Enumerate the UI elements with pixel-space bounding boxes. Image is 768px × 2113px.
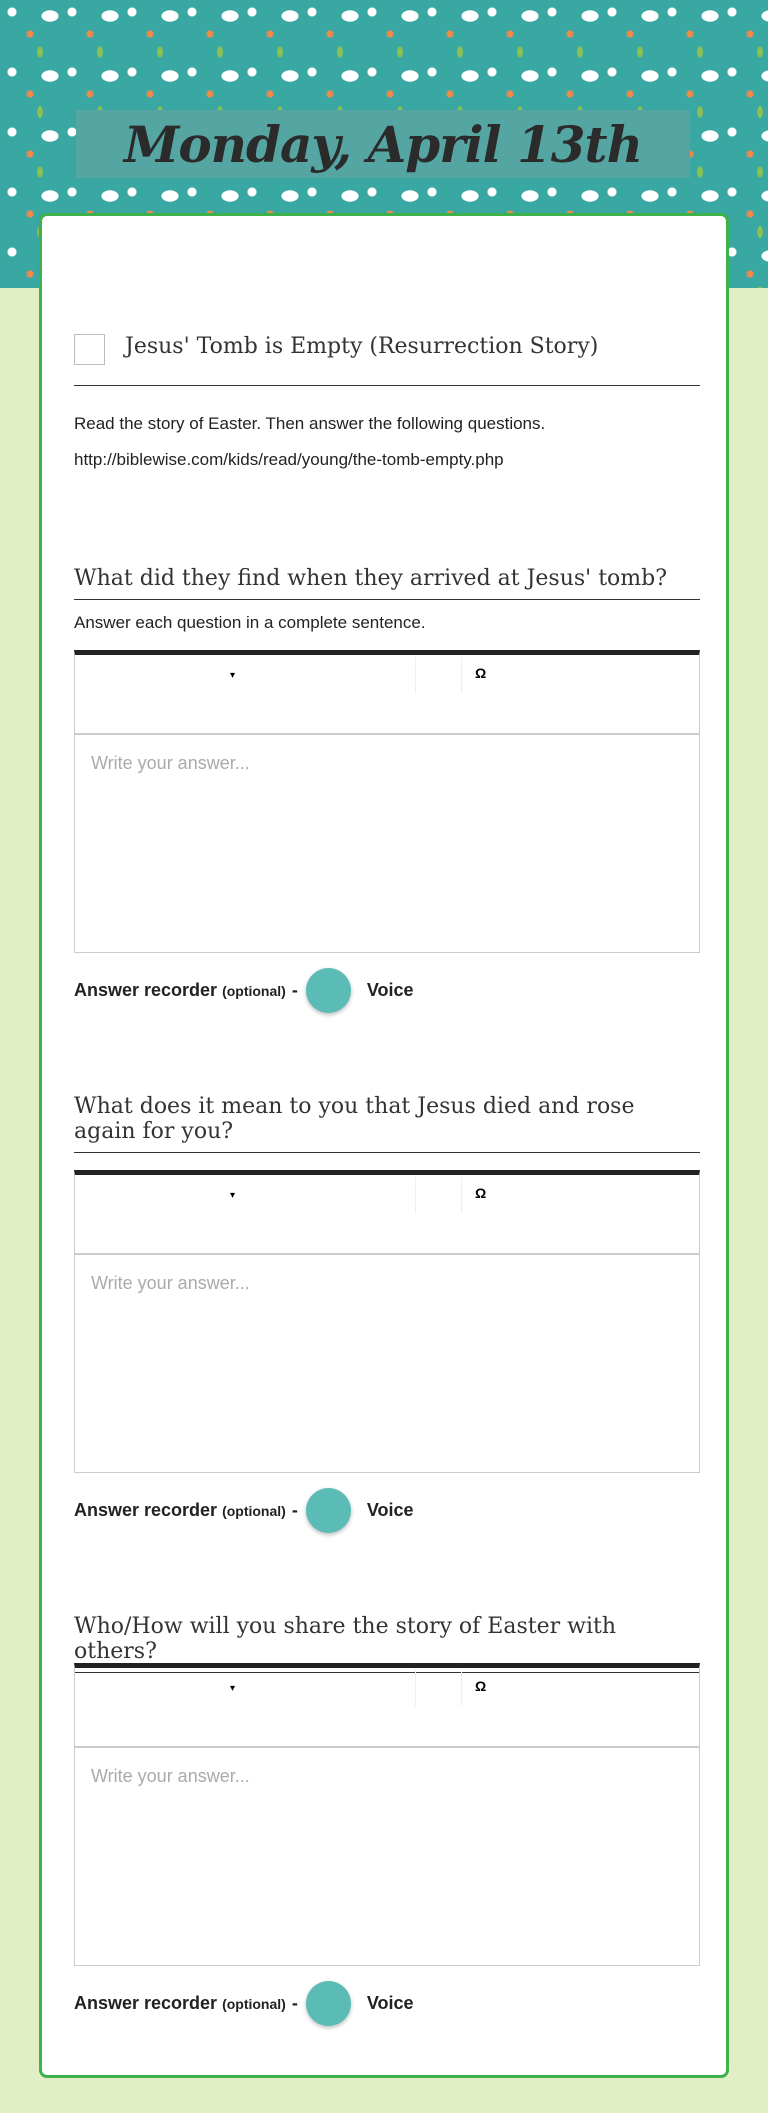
recorder-dash: - <box>291 1993 298 2013</box>
recorder-label: Answer recorder <box>74 980 218 1000</box>
recorder-dash: - <box>291 980 298 1000</box>
answer-editor-1 <box>74 650 700 953</box>
intro-heading <box>74 334 700 386</box>
intro-title: Jesus' Tomb is Empty (Resurrection Story) <box>125 334 599 359</box>
worksheet-card <box>39 213 729 2078</box>
question-1-heading: What did they find when they arrived at Jesus' tomb? <box>74 566 700 600</box>
title-box <box>76 110 690 178</box>
answer-recorder-1 <box>74 968 414 1013</box>
special-char-button[interactable]: Ω <box>475 1185 487 1201</box>
special-char-button[interactable]: Ω <box>475 1678 487 1694</box>
record-button[interactable] <box>306 968 351 1013</box>
toolbar-divider <box>461 1670 462 1706</box>
editor-toolbar <box>75 655 699 735</box>
recorder-dash: - <box>291 1500 298 1520</box>
recorder-optional: (optional) <box>222 1995 286 2012</box>
format-dropdown[interactable]: ▾ <box>230 1190 236 1201</box>
format-dropdown[interactable]: ▾ <box>230 1683 236 1694</box>
answer-input-1[interactable]: Write your answer... <box>91 753 250 773</box>
record-button[interactable] <box>306 1488 351 1533</box>
format-dropdown[interactable]: ▾ <box>230 670 236 681</box>
story-link[interactable]: http://biblewise.com/kids/read/young/the-tomb-empty.php <box>74 450 504 469</box>
record-button[interactable] <box>306 1981 351 2026</box>
editor-toolbar <box>75 1668 699 1748</box>
answer-editor-3 <box>74 1663 700 1966</box>
toolbar-divider <box>461 1177 462 1213</box>
answer-editor-2 <box>74 1170 700 1473</box>
answer-recorder-3 <box>74 1981 414 2026</box>
toolbar-divider <box>415 657 416 693</box>
toolbar-divider <box>415 1177 416 1213</box>
question-3-heading: Who/How will you share the story of Easter with others? <box>74 1614 700 1673</box>
question-2-heading: What does it mean to you that Jesus died and rose again for you? <box>74 1094 700 1153</box>
page-title: Monday, April 13th <box>123 114 642 174</box>
question-1-note: Answer each question in a complete sentence. <box>74 613 426 632</box>
answer-recorder-2 <box>74 1488 414 1533</box>
broken-image-icon <box>74 334 105 365</box>
toolbar-divider <box>461 657 462 693</box>
recorder-label: Answer recorder <box>74 1500 218 1520</box>
voice-label: Voice <box>366 1500 414 1520</box>
voice-label: Voice <box>366 980 414 1000</box>
instructions: Read the story of Easter. Then answer the following questions. <box>74 414 546 433</box>
special-char-button[interactable]: Ω <box>475 665 487 681</box>
recorder-optional: (optional) <box>222 982 286 999</box>
editor-toolbar <box>75 1175 699 1255</box>
recorder-optional: (optional) <box>222 1502 286 1519</box>
voice-label: Voice <box>366 1993 414 2013</box>
toolbar-divider <box>415 1670 416 1706</box>
recorder-label: Answer recorder <box>74 1993 218 2013</box>
answer-input-2[interactable]: Write your answer... <box>91 1273 250 1293</box>
answer-input-3[interactable]: Write your answer... <box>91 1766 250 1786</box>
